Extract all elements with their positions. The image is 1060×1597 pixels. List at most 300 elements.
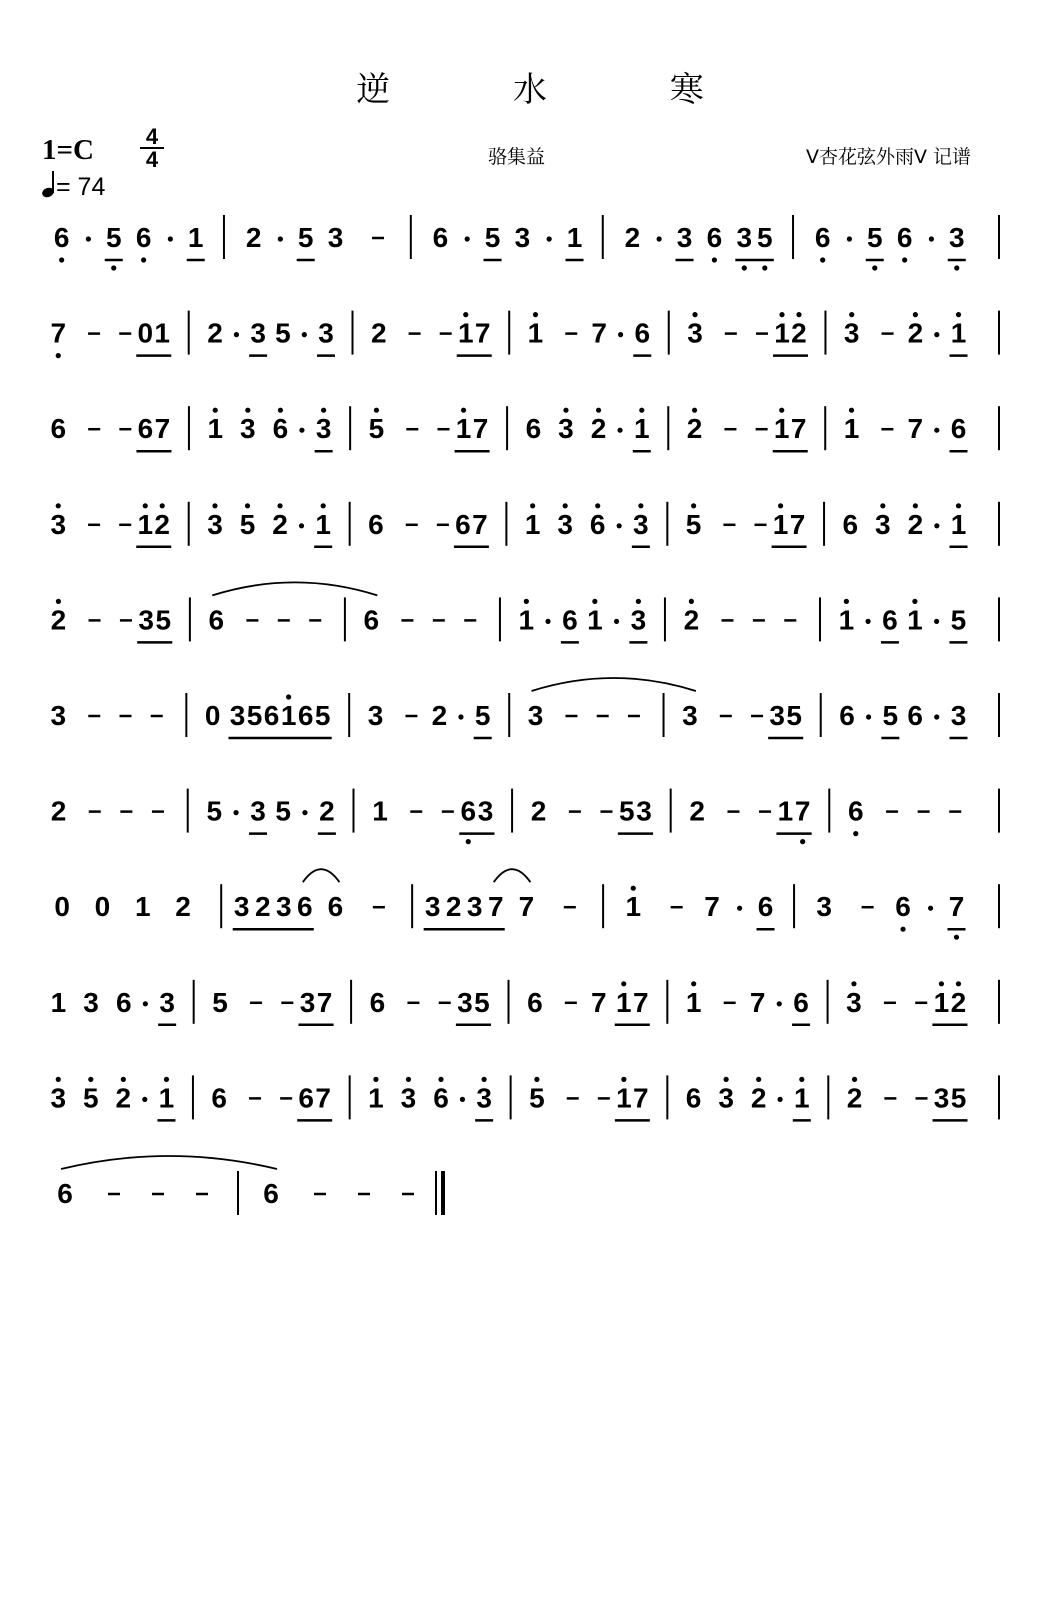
note-digit: 6 [839,700,855,731]
note-digit: 2 [272,508,288,540]
note-digit: 3 [846,986,862,1018]
note-digit: 6 [369,986,386,1018]
octave-high-dot [913,312,918,317]
octave-high-dot [160,503,165,508]
tie-arc [532,678,696,691]
note-digit: 1 [838,604,855,636]
note-digit: 2 [207,317,223,349]
note-digit: 2 [624,222,641,253]
octave-high-dot [638,503,643,508]
octave-high-dot [563,503,568,508]
octave-high-dot [406,1077,411,1082]
note-digit: 5 [246,700,263,731]
augmentation-dot [934,714,939,719]
note-digit: 5 [484,222,501,253]
augmentation-dot [614,619,619,624]
octave-low-dot [141,257,146,262]
augmentation-dot [168,236,173,241]
note-digit: 3 [476,1082,492,1114]
note-digit: 1 [137,508,154,540]
note-digit: 2 [245,222,262,253]
note-digit: 7 [789,508,806,540]
octave-high-dot [636,599,641,604]
augmentation-dot [545,619,550,624]
note-digit: 7 [907,413,924,445]
octave-high-dot [939,981,944,986]
composer-credit: 骆集益 [488,146,546,168]
augmentation-dot [737,906,742,911]
note-digit: 2 [431,700,448,731]
note-digit: 1 [524,508,541,540]
note-digit: 1 [843,413,860,445]
augmentation-dot [299,428,304,433]
note-digit: 7 [474,317,491,349]
note-digit: 7 [472,508,488,540]
augmentation-dot [618,332,623,337]
note-digit: 3 [950,700,967,731]
note-digit: 2 [907,508,924,540]
note-digit: 3 [233,891,250,923]
note-digit: 1 [368,1082,384,1114]
augmentation-dot [547,236,552,241]
note-digit: 7 [790,413,807,445]
augmentation-dot [657,236,662,241]
score-title: 逆 水 寒 [356,70,760,110]
note-digit: 3 [315,413,332,445]
octave-high-dot [143,503,148,508]
note-digit: 7 [316,986,333,1018]
note-digit: 3 [948,222,965,253]
note-digit: 3 [633,508,649,540]
augmentation-dot [929,236,934,241]
note-digit: 5 [529,1082,545,1114]
note-digit: 7 [633,986,649,1018]
note-digit: 6 [896,222,913,253]
octave-high-dot [534,1077,539,1082]
transcriber-credit: V杏花弦外雨V 记谱 [806,146,972,168]
octave-high-dot [596,408,601,413]
octave-high-dot [212,503,217,508]
note-digit: 2 [154,508,171,540]
note-digit: 3 [138,604,154,636]
octave-high-dot [438,1077,443,1082]
note-digit: 5 [275,317,291,349]
note-digit: 7 [591,317,607,349]
note-digit: 3 [50,508,67,540]
note-digit: 5 [619,795,635,827]
note-digit: 1 [566,222,583,253]
augmentation-dot [865,619,870,624]
octave-low-dot [902,257,907,262]
note-digit: 2 [530,795,547,827]
note-digit: 2 [590,413,607,445]
note-digit: 1 [777,795,794,827]
note-digit: 5 [756,222,773,253]
octave-low-dot [954,265,959,270]
note-digit: 6 [634,317,651,349]
note-digit: 0 [94,891,111,923]
octave-high-dot [56,503,61,508]
note-digit: 2 [950,986,967,1018]
note-digit: 6 [115,986,132,1018]
augmentation-dot [866,714,871,719]
note-digit: 7 [487,891,504,923]
note-digit: 1 [616,1082,632,1114]
note-digit: 1 [527,317,544,349]
augmentation-dot [460,1097,465,1102]
note-digit: 6 [297,700,314,731]
octave-low-dot [900,927,905,932]
augmentation-dot [143,1001,148,1006]
note-digit: 5 [882,700,899,731]
octave-high-dot [286,694,291,699]
note-digit: 3 [327,222,344,253]
note-digit: 3 [207,508,223,540]
note-digit: 7 [154,413,171,445]
note-digit: 2 [254,891,271,923]
octave-high-dot [691,503,696,508]
octave-high-dot [631,886,636,891]
augmentation-dot [233,810,238,815]
note-digit: 3 [514,222,531,253]
note-digit: 3 [159,986,175,1018]
octave-high-dot [639,408,644,413]
note-digit: 6 [298,1082,314,1114]
augmentation-dot [928,906,933,911]
octave-low-dot [742,265,747,270]
note-digit: 3 [400,1082,417,1114]
note-digit: 1 [772,508,789,540]
note-digit: 5 [786,700,802,731]
key-signature: 1=C [42,134,94,166]
note-digit: 6 [706,222,723,253]
note-digit: 3 [50,700,67,731]
octave-high-dot [956,503,961,508]
octave-high-dot [724,1077,729,1082]
note-digit: 1 [158,1082,175,1114]
note-digit: 5 [155,604,172,636]
note-digit: 6 [327,891,344,923]
note-digit: 5 [474,986,490,1018]
note-digit: 3 [875,508,891,540]
note-digit: 3 [933,1082,950,1114]
note-digit: 2 [846,1082,863,1114]
octave-high-dot [691,981,696,986]
note-digit: 6 [363,604,380,636]
augmentation-dot [934,523,939,528]
note-digit: 1 [625,891,642,923]
note-digit: 1 [950,508,967,540]
octave-high-dot [779,408,784,413]
note-digit: 5 [239,508,256,540]
octave-high-dot [779,312,784,317]
note-digit: 7 [948,891,965,923]
octave-high-dot [796,312,801,317]
note-digit: 6 [842,508,859,540]
note-digit: 6 [53,222,70,253]
augmentation-dot [86,236,91,241]
octave-high-dot [621,1077,626,1082]
augmentation-dot [465,236,470,241]
note-digit: 6 [50,413,67,445]
note-digit: 6 [460,795,477,827]
augmentation-dot [142,1097,147,1102]
octave-high-dot [482,1077,487,1082]
note-digit: 1 [587,604,603,636]
note-digit: 3 [477,795,494,827]
note-digit: 6 [527,986,543,1018]
augmentation-dot [777,1001,782,1006]
note-digit: 3 [843,317,860,349]
note-digit: 6 [432,222,449,253]
note-digit: 0 [204,700,221,731]
note-digit: 7 [633,1082,649,1114]
note-digit: 7 [50,317,67,349]
note-digit: 1 [134,891,151,923]
note-digit: 6 [814,222,831,253]
octave-low-dot [800,839,805,844]
note-digit: 6 [847,795,864,827]
tie-arc [61,1156,277,1169]
octave-high-dot [689,599,694,604]
augmentation-dot [278,236,283,241]
octave-high-dot [913,503,918,508]
note-digit: 6 [950,413,967,445]
note-digit: 3 [769,700,785,731]
octave-high-dot [373,1077,378,1082]
note-digit: 3 [250,317,266,349]
augmentation-dot [299,523,304,528]
octave-high-dot [533,312,538,317]
augmentation-dot [934,619,939,624]
octave-high-dot [692,408,697,413]
octave-high-dot [621,981,626,986]
octave-low-dot [820,257,825,262]
octave-low-dot [872,265,877,270]
octave-high-dot [56,1077,61,1082]
note-digit: 3 [557,508,573,540]
note-digit: 3 [816,891,832,923]
note-digit: 6 [895,891,911,923]
octave-high-dot [851,981,856,986]
note-digit: 2 [50,604,67,636]
note-digit: 2 [791,317,807,349]
octave-high-dot [852,1077,857,1082]
octave-high-dot [880,503,885,508]
octave-high-dot [278,408,283,413]
augmentation-dot [302,332,307,337]
note-digit: 1 [773,413,790,445]
note-digit: 1 [633,413,650,445]
note-digit: 5 [275,795,291,827]
note-digit: 5 [314,700,331,731]
octave-low-dot [56,353,61,358]
note-digit: 5 [950,604,967,636]
note-digit: 3 [367,700,384,731]
note-digit: 7 [704,891,720,923]
note-digit: 7 [472,413,489,445]
augmentation-dot [617,428,622,433]
note-digit: 3 [457,986,473,1018]
note-digit: 1 [154,317,171,349]
note-digit: 1 [457,317,474,349]
augmentation-dot [847,236,852,241]
note-digit: 6 [589,508,606,540]
note-digit: 3 [558,413,574,445]
note-digit: 6 [455,508,471,540]
octave-high-dot [88,1077,93,1082]
note-digit: 2 [319,795,335,827]
tie-arc [212,582,377,595]
note-digit: 1 [907,604,923,636]
note-digit: 3 [275,891,292,923]
note-digit: 2 [115,1082,132,1114]
octave-high-dot [592,599,597,604]
octave-low-dot [853,831,858,836]
note-digit: 5 [83,1082,99,1114]
octave-high-dot [121,1077,126,1082]
note-digit: 1 [455,413,472,445]
octave-high-dot [321,503,326,508]
note-digit: 5 [474,700,491,731]
note-digit: 3 [299,986,316,1018]
note-digit: 7 [749,986,766,1018]
augmentation-dot [778,1097,783,1102]
octave-high-dot [956,312,961,317]
note-digit: 6 [793,986,809,1018]
note-digit: 7 [315,1082,331,1114]
note-digit: 7 [794,795,811,827]
note-digit: 6 [296,891,313,923]
octave-high-dot [374,408,379,413]
octave-high-dot [799,1077,804,1082]
octave-low-dot [712,257,717,262]
note-digit: 6 [562,604,578,636]
note-digit: 5 [206,795,223,827]
octave-high-dot [530,503,535,508]
augmentation-dot [458,714,463,719]
note-digit: 0 [54,891,70,923]
octave-low-dot [762,265,767,270]
note-digit: 1 [950,317,967,349]
note-digit: 6 [433,1082,449,1114]
note-digit: 1 [50,986,67,1018]
note-digit: 3 [630,604,647,636]
note-digit: 1 [207,413,224,445]
time-signature-bottom: 4 [145,147,159,172]
note-digit: 5 [685,508,702,540]
octave-high-dot [912,599,917,604]
octave-low-dot [466,839,471,844]
octave-high-dot [849,312,854,317]
octave-high-dot [321,408,326,413]
note-digit: 2 [445,891,462,923]
note-digit: 2 [689,795,705,827]
note-digit: 1 [187,222,204,253]
octave-high-dot [463,312,468,317]
note-digit: 6 [208,604,225,636]
octave-high-dot [213,408,218,413]
note-digit: 5 [297,222,314,253]
octave-low-dot [954,935,959,940]
octave-high-dot [56,599,61,604]
octave-high-dot [277,503,282,508]
note-digit: 1 [615,986,632,1018]
octave-high-dot [756,1077,761,1082]
note-digit: 6 [57,1178,73,1209]
note-digit: 3 [83,986,99,1018]
note-digit: 3 [527,700,544,731]
note-digit: 2 [686,413,703,445]
note-digit: 5 [950,1082,967,1114]
note-digit: 3 [636,795,652,827]
note-digit: 1 [685,986,702,1018]
note-digit: 3 [240,413,256,445]
octave-high-dot [956,981,961,986]
octave-low-dot [111,265,116,270]
note-digit: 1 [933,986,950,1018]
note-digit: 2 [50,795,67,827]
note-digit: 1 [518,604,535,636]
augmentation-dot [934,428,939,433]
note-digit: 2 [907,317,924,349]
note-digit: 3 [466,891,483,923]
note-digit: 3 [50,1082,67,1114]
octave-high-dot [844,599,849,604]
note-digit: 3 [718,1082,734,1114]
note-digit: 3 [682,700,698,731]
tie-arc [303,869,340,882]
augmentation-dot [302,810,307,815]
note-digit: 5 [866,222,883,253]
octave-high-dot [245,408,250,413]
note-digit: 1 [315,508,331,540]
note-digit: 6 [211,1082,228,1114]
tie-arc [494,869,531,882]
note-digit: 1 [774,317,790,349]
octave-high-dot [524,599,529,604]
octave-high-dot [595,503,600,508]
note-digit: 1 [794,1082,810,1114]
augmentation-dot [934,332,939,337]
note-digit: 6 [882,604,898,636]
note-digit: 6 [907,700,923,731]
note-digit: 6 [272,413,289,445]
note-digit: 2 [370,317,387,349]
note-digit: 5 [212,986,228,1018]
augmentation-dot [617,523,622,528]
note-digit: 3 [687,317,703,349]
note-digit: 0 [137,317,154,349]
note-digit: 3 [736,222,753,253]
note-digit: 6 [757,891,774,923]
octave-high-dot [164,1077,169,1082]
note-digit: 6 [263,1178,279,1209]
octave-low-dot [59,257,64,262]
note-digit: 5 [105,222,122,253]
note-digit: 3 [250,795,266,827]
octave-high-dot [245,503,250,508]
note-digit: 6 [135,222,152,253]
note-digit: 7 [591,986,607,1018]
note-digit: 2 [683,604,700,636]
note-digit: 3 [676,222,693,253]
octave-high-dot [461,408,466,413]
note-digit: 6 [525,413,542,445]
octave-high-dot [849,408,854,413]
note-digit: 5 [368,413,385,445]
time-signature-top: 4 [145,124,159,149]
